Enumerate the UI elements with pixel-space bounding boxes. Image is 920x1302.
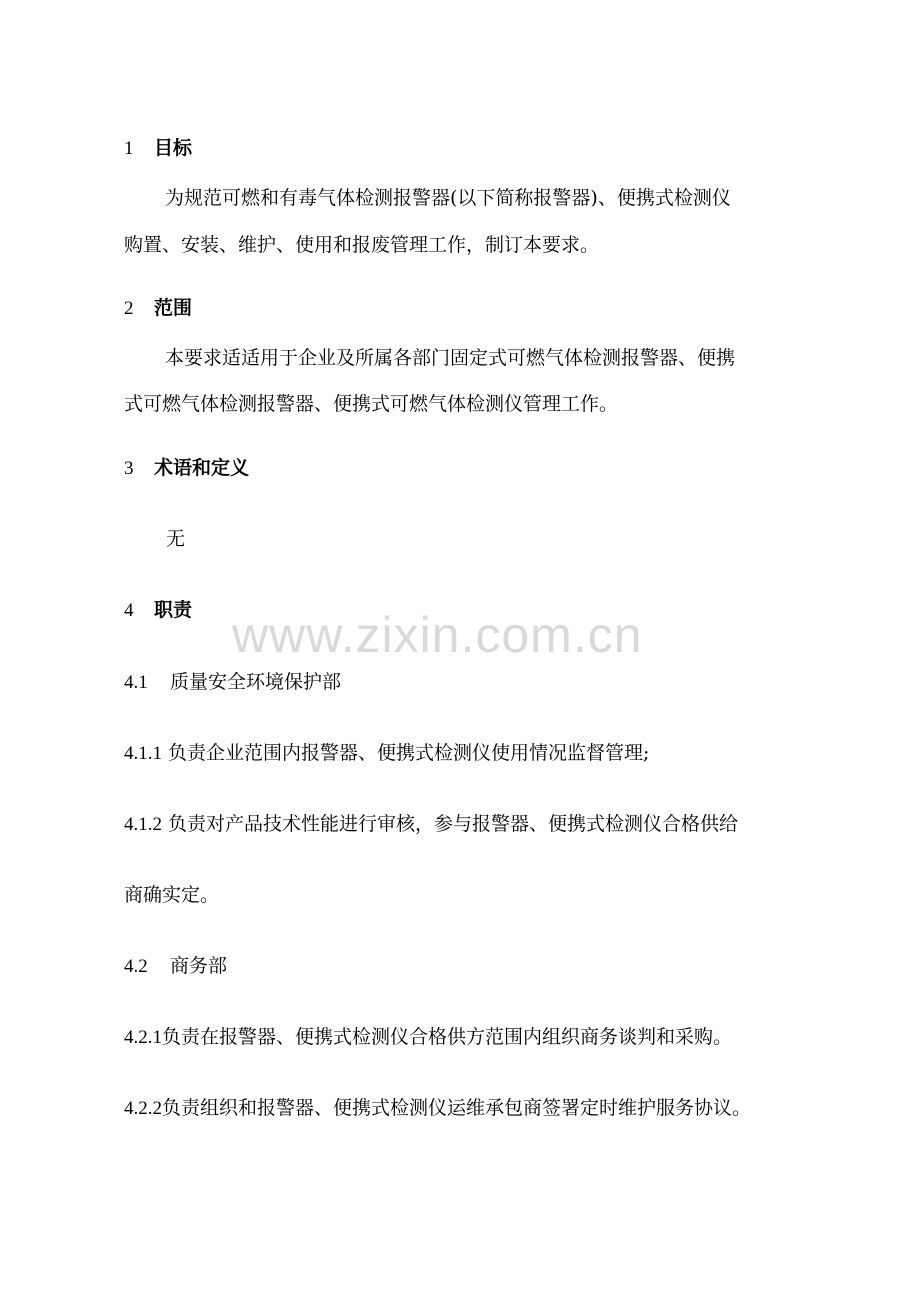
list-item bbox=[124, 741, 649, 766]
item-number: 4.2.2 bbox=[124, 1098, 162, 1119]
item-number: 4.2.1 bbox=[124, 1027, 162, 1048]
item-text: 负责在报警器、便携式检测仪合格供方范围内组织商务谈判和采购。 bbox=[162, 1026, 733, 1048]
paragraph-line: 为规范可燃和有毒气体检测报警器(以下简称报警器)、便携式检测仪 bbox=[165, 187, 731, 209]
paragraph-line: 购置、安装、维护、使用和报废管理工作，制订本要求。 bbox=[124, 234, 600, 256]
list-item bbox=[124, 812, 738, 837]
section-2-heading bbox=[124, 296, 192, 321]
section-title: 术语和定义 bbox=[154, 457, 250, 479]
subsection-title: 质量安全环境保护部 bbox=[170, 671, 342, 693]
list-item bbox=[124, 1096, 751, 1121]
section-number: 1 bbox=[124, 138, 134, 159]
subsection-4-2-heading bbox=[124, 954, 227, 979]
subsection-number: 4.1 bbox=[124, 672, 148, 693]
item-text: 负责企业范围内报警器、便携式检测仪使用情况监督管理; bbox=[168, 742, 650, 764]
item-number: 4.1.1 bbox=[124, 743, 162, 764]
section-number: 2 bbox=[124, 298, 134, 319]
watermark: www.zixin.com.cn bbox=[232, 607, 643, 663]
item-text: 负责组织和报警器、便携式检测仪运维承包商签署定时维护服务协议。 bbox=[162, 1097, 752, 1119]
subsection-title: 商务部 bbox=[170, 955, 228, 977]
list-item bbox=[124, 1025, 732, 1050]
section-3-heading bbox=[124, 456, 249, 481]
section-title: 范围 bbox=[154, 297, 193, 319]
item-number: 4.1.2 bbox=[124, 814, 162, 835]
paragraph-line: 无 bbox=[166, 528, 186, 550]
section-title: 目标 bbox=[154, 137, 193, 159]
section-4-heading bbox=[124, 598, 192, 623]
section-1-heading bbox=[124, 136, 192, 161]
section-number: 4 bbox=[124, 600, 134, 621]
paragraph-line: 式可燃气体检测报警器、便携式可燃气体检测仪管理工作。 bbox=[124, 393, 619, 415]
item-text: 负责对产品技术性能进行审核，参与报警器、便携式检测仪合格供给 bbox=[168, 813, 739, 835]
section-number: 3 bbox=[124, 458, 134, 479]
section-title: 职责 bbox=[154, 599, 193, 621]
subsection-4-1-heading bbox=[124, 670, 341, 695]
paragraph-line: 本要求适适用于企业及所属各部门固定式可燃气体检测报警器、便携 bbox=[165, 347, 736, 369]
item-continuation: 商确实定。 bbox=[124, 884, 220, 906]
subsection-number: 4.2 bbox=[124, 956, 148, 977]
